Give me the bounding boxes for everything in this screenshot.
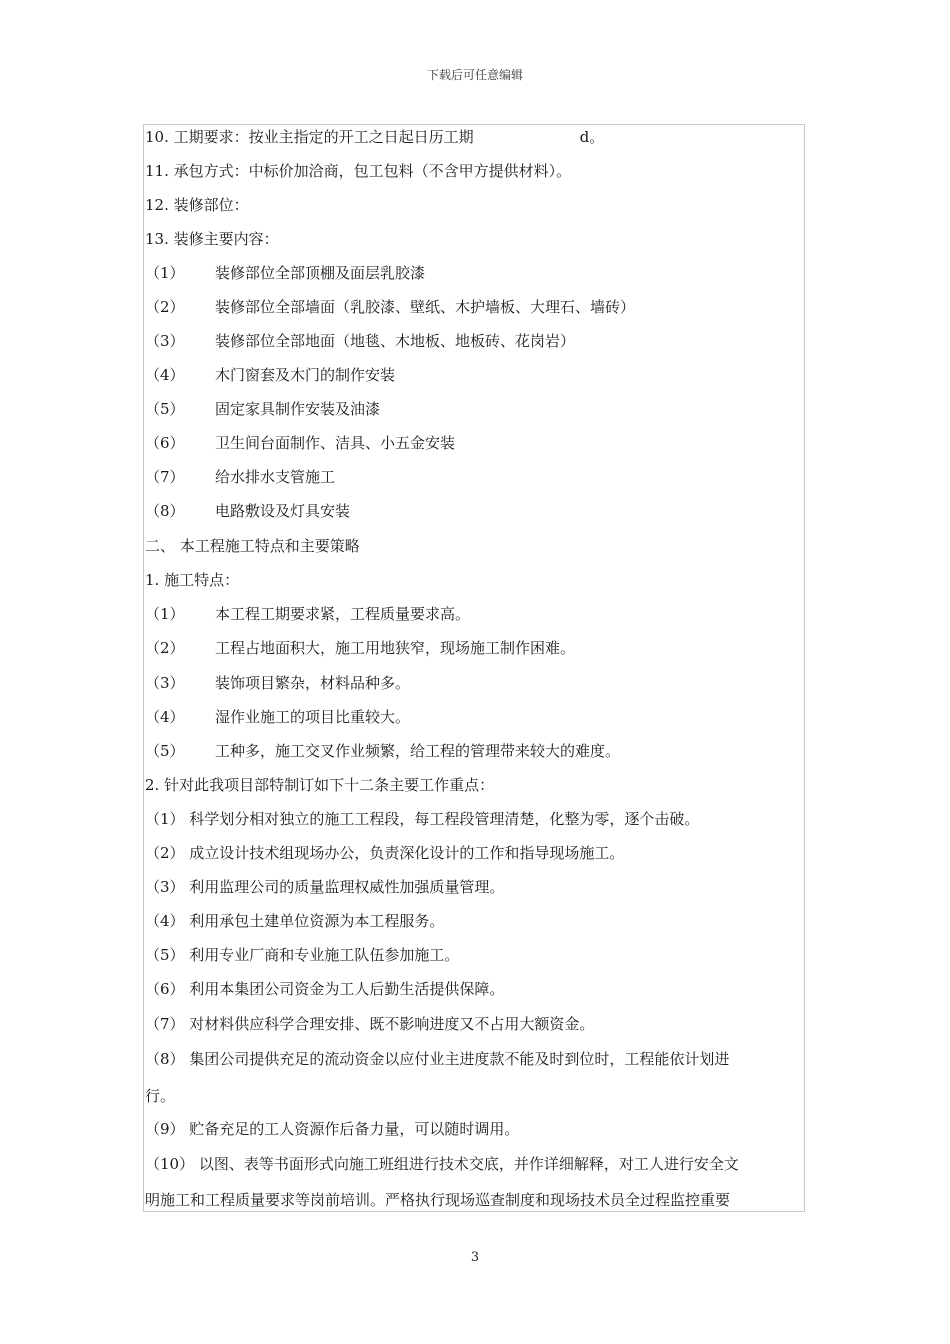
content-item: （3） 装修部位全部地面（地毯、木地板、地板砖、花岗岩） [145, 332, 576, 350]
point-item: （2） 成立设计技术组现场办公，负责深化设计的工作和指导现场施工。 [145, 844, 625, 862]
item-10-text: 10. 工期要求：按业主指定的开工之日起日历工期 [145, 128, 474, 146]
content-item: （1） 装修部位全部顶棚及面层乳胶漆 [145, 264, 426, 282]
content-item: （7） 给水排水支管施工 [145, 468, 336, 486]
content-item: （4） 木门窗套及木门的制作安装 [145, 366, 396, 384]
content-item: （2） 装修部位全部墙面（乳胶漆、壁纸、木护墙板、大理石、墙砖） [145, 298, 636, 316]
point-item: （9） 贮备充足的工人资源作后备力量，可以随时调用。 [145, 1120, 520, 1138]
item-13-line: 13. 装修主要内容： [145, 230, 279, 248]
content-item: （8） 电路敷设及灯具安装 [145, 502, 351, 520]
point-item: （6） 利用本集团公司资金为工人后勤生活提供保障。 [145, 980, 505, 998]
feature-item: （1） 本工程工期要求紧，工程质量要求高。 [145, 605, 471, 623]
point-item: （5） 利用专业厂商和专业施工队伍参加施工。 [145, 946, 460, 964]
point-item: （7） 对材料供应科学合理安排、既不影响进度又不占用大额资金。 [145, 1015, 595, 1033]
item-10-line [145, 127, 604, 147]
content-item: （5） 固定家具制作安装及油漆 [145, 400, 381, 418]
feature-item: （4） 湿作业施工的项目比重较大。 [145, 708, 411, 726]
point-item-continuation: 行。 [145, 1087, 176, 1105]
item-11-line: 11. 承包方式：中标价加洽商，包工包料（不含甲方提供材料）。 [145, 162, 572, 180]
content-item: （6） 卫生间台面制作、洁具、小五金安装 [145, 434, 456, 452]
page-number: 3 [470, 1250, 480, 1265]
point-item: （10） 以图、表等书面形式向施工班组进行技术交底，并作详细解释，对工人进行安全文 [145, 1155, 739, 1173]
point-item: （4） 利用承包土建单位资源为本工程服务。 [145, 912, 445, 930]
item-12-line: 12. 装修部位： [145, 196, 249, 214]
feature-item: （3） 装饰项目繁杂，材料品种多。 [145, 674, 411, 692]
feature-item: （2） 工程占地面积大，施工用地狭窄，现场施工制作困难。 [145, 639, 576, 657]
features-title: 1. 施工特点： [145, 571, 240, 589]
point-item: （3） 利用监理公司的质量监理权威性加强质量管理。 [145, 878, 505, 896]
point-item: （8） 集团公司提供充足的流动资金以应付业主进度款不能及时到位时，工程能依计划进 [145, 1050, 730, 1068]
header-note: 下载后可任意编辑 [426, 68, 523, 82]
item-10-suffix: d。 [579, 128, 605, 146]
feature-item: （5） 工种多，施工交叉作业频繁，给工程的管理带来较大的难度。 [145, 742, 621, 760]
point-item-continuation: 明施工和工程质量要求等岗前培训。严格执行现场巡查制度和现场技术员全过程监控重要 [145, 1191, 731, 1209]
points-title: 2. 针对此我项目部特制订如下十二条主要工作重点： [145, 776, 495, 794]
point-item: （1） 科学划分相对独立的施工工程段，每工程段管理清楚，化整为零，逐个击破。 [145, 810, 700, 828]
section-2-title: 二、 本工程施工特点和主要策略 [145, 537, 360, 555]
